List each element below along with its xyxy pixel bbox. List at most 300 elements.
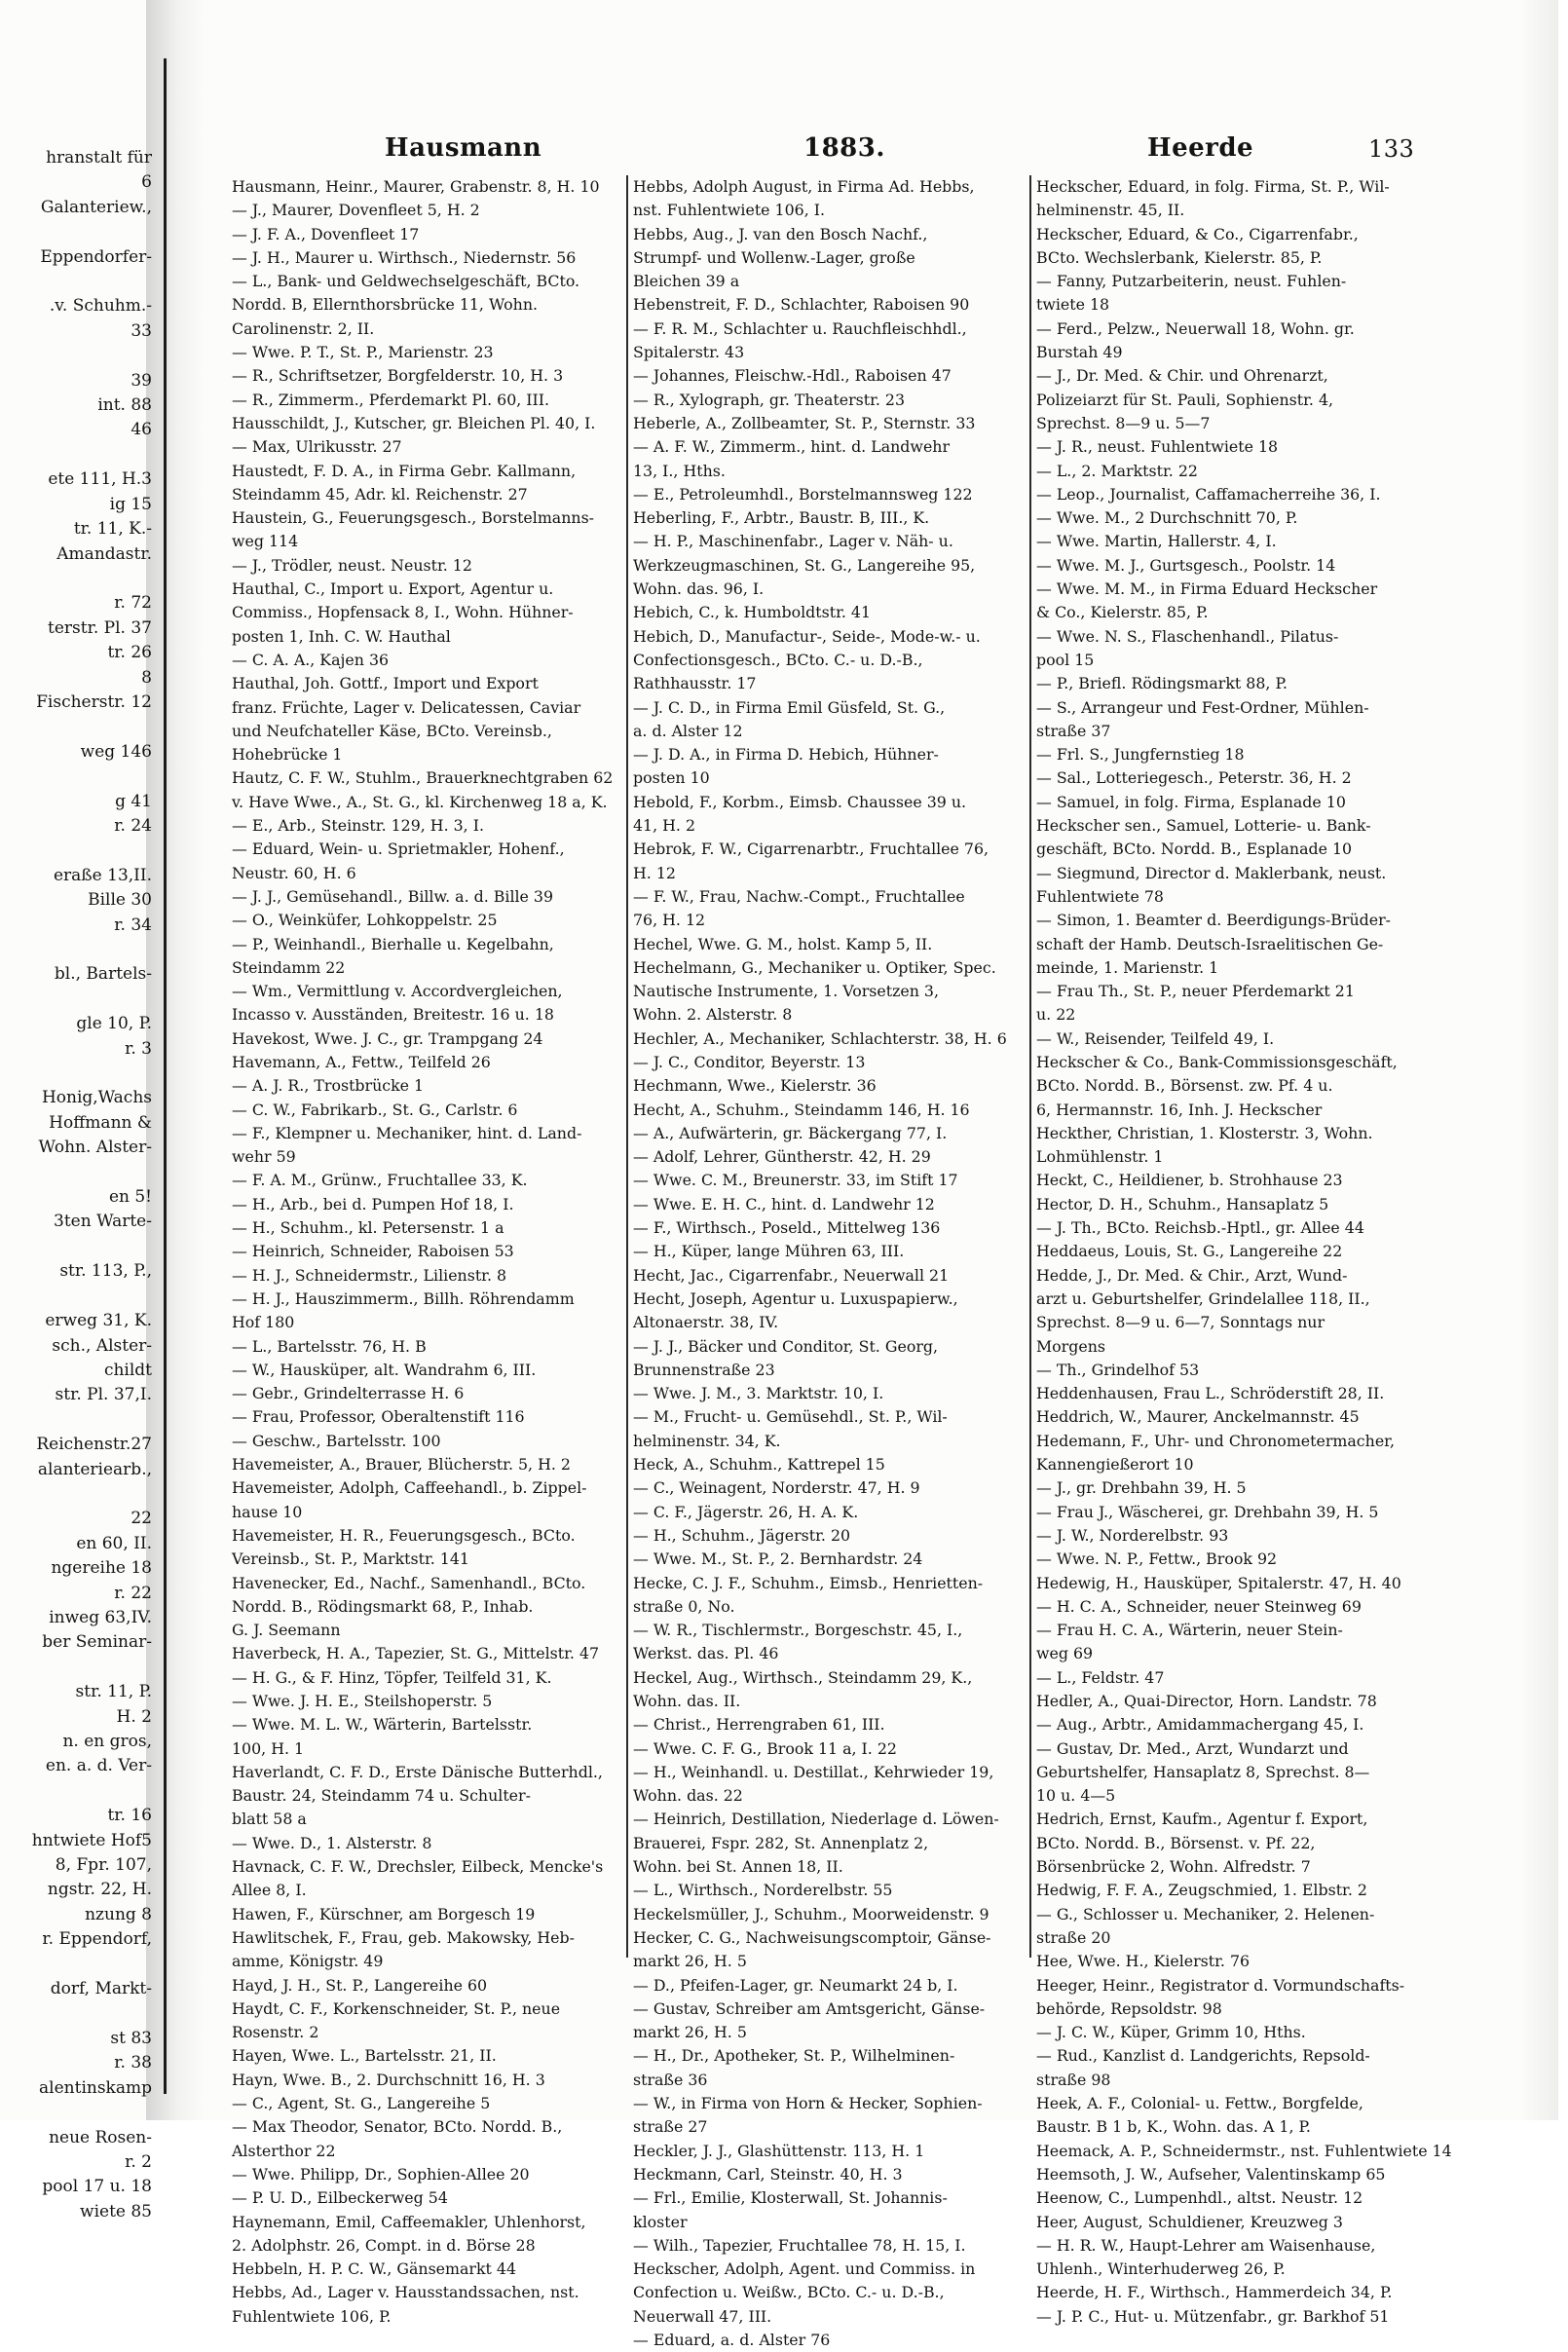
directory-entry: — R., Schriftsetzer, Borgfelderstr. 10, H. 3 xyxy=(232,366,564,386)
directory-entry: — Sal., Lotteriegesch., Peterstr. 36, H. 2 xyxy=(1036,768,1352,788)
fragment-line: st 83 xyxy=(110,2028,152,2048)
directory-entry: — E., Arb., Steinstr. 129, H. 3, I. xyxy=(232,816,484,836)
directory-entry: — W. R., Tischlermstr., Borgeschstr. 45, I., xyxy=(633,1621,963,1640)
directory-entry: Kannengießerort 10 xyxy=(1036,1455,1194,1475)
fragment-line: erweg 31, K. xyxy=(45,1311,152,1331)
directory-entry: — P. U. D., Eilbeckerweg 54 xyxy=(232,2188,448,2208)
directory-entry: Hecht, A., Schuhm., Steindamm 146, H. 16 xyxy=(633,1100,970,1119)
directory-entry: — R., Zimmerm., Pferdemarkt Pl. 60, III. xyxy=(232,390,550,409)
directory-entry: 6, Hermannstr. 16, Inh. J. Heckscher xyxy=(1036,1100,1323,1119)
fragment-line: hranstalt für xyxy=(46,148,152,168)
directory-entry: Hayen, Wwe. L., Bartelsstr. 21, II. xyxy=(232,2046,497,2066)
directory-entry: — F. W., Frau, Nachw.-Compt., Fruchtallee xyxy=(633,886,965,906)
fragment-line xyxy=(0,443,154,467)
directory-entry: Heck, A., Schuhm., Kattrepel 15 xyxy=(633,1455,885,1475)
fragment-line xyxy=(0,1062,154,1086)
fragment-line: Honig,Wachs xyxy=(41,1088,152,1108)
directory-entry: — H. G., & F. Hinz, Töpfer, Teilfeld 31, K. xyxy=(232,1667,552,1687)
fragment-line: ngstr. 22, H. xyxy=(47,1880,152,1900)
directory-entry: helminenstr. 45, II. xyxy=(1036,201,1185,220)
fragment-line: r. 22 xyxy=(114,1583,152,1603)
directory-entry: — Rud., Kanzlist d. Landgerichts, Repsold- xyxy=(1036,2046,1370,2066)
directory-entry: Heckscher & Co., Bank-Commissionsgeschäft, xyxy=(1036,1052,1398,1071)
directory-entry: 100, H. 1 xyxy=(232,1738,305,1758)
fragment-line: Galanteriew., xyxy=(40,197,152,217)
directory-entry: Hayd, J. H., St. P., Langereihe 60 xyxy=(232,1975,488,1995)
directory-entry: posten 10 xyxy=(633,768,710,788)
directory-entry: — C., Agent, St. G., Langereihe 5 xyxy=(232,2094,491,2113)
directory-entry: Hecker, C. G., Nachweisungscomptoir, Gänse- xyxy=(633,1927,991,1947)
directory-entry: Werkst. das. Pl. 46 xyxy=(633,1644,779,1663)
directory-entry: — W., in Firma von Horn & Hecker, Sophien- xyxy=(633,2094,983,2113)
directory-entry: Steindamm 45, Adr. kl. Reichenstr. 27 xyxy=(232,484,528,504)
fragment-line: tr. 11, K.- xyxy=(73,519,152,540)
directory-entry: Hee, Wwe. H., Kielerstr. 76 xyxy=(1036,1952,1251,1971)
directory-entry: — Frau, Professor, Oberaltenstift 116 xyxy=(232,1407,525,1427)
directory-entry: Hawlitschek, F., Frau, geb. Makowsky, Heb- xyxy=(232,1927,575,1947)
directory-entry: Steindamm 22 xyxy=(232,957,346,977)
directory-entry: Haydt, C. F., Korkenschneider, St. P., neue xyxy=(232,1998,561,2018)
directory-entry: Hebbs, Adolph August, in Firma Ad. Hebbs, xyxy=(633,177,975,196)
directory-entry: franz. Früchte, Lager v. Delicatessen, Caviar xyxy=(232,697,581,717)
directory-entry: — L., Wirthsch., Norderelbstr. 55 xyxy=(633,1881,893,1900)
directory-entry: Neustr. 60, H. 6 xyxy=(232,863,356,882)
directory-entry: BCto. Nordd. B., Börsenst. v. Pf. 22, xyxy=(1036,1833,1316,1852)
directory-entry: Havnack, C. F. W., Drechsler, Eilbeck, Mencke's xyxy=(232,1857,604,1877)
directory-entry: Havemeister, Adolph, Caffeehandl., b. Zippel- xyxy=(232,1478,587,1498)
directory-entry: Heberle, A., Zollbeamter, St. P., Sternstr. 33 xyxy=(633,413,976,432)
directory-entry: nst. Fuhlentwiete 106, I. xyxy=(633,201,825,220)
fragment-line xyxy=(0,938,154,962)
directory-entry: BCto. Nordd. B., Börsenst. zw. Pf. 4 u. xyxy=(1036,1076,1333,1096)
directory-entry: Heerde, H. F., Wirthsch., Hammerdeich 34, P. xyxy=(1036,2283,1393,2302)
header-year: 1883. xyxy=(803,133,885,163)
directory-entry: BCto. Wechslerbank, Kielerstr. 85, P. xyxy=(1036,247,1323,267)
fragment-line xyxy=(0,1408,154,1433)
directory-entry: Hechmann, Wwe., Kielerstr. 36 xyxy=(633,1076,877,1096)
fragment-line: Fischerstr. 12 xyxy=(36,691,152,712)
directory-entry: — C. A. A., Kajen 36 xyxy=(232,650,390,669)
directory-entry: Carolinenstr. 2, II. xyxy=(232,318,375,338)
directory-entry: — Wwe. J. H. E., Steilshoperstr. 5 xyxy=(232,1692,493,1710)
directory-entry: Nordd. B, Ellernthorsbrücke 11, Wohn. xyxy=(232,295,539,315)
directory-entry: — Eduard, a. d. Alster 76 xyxy=(633,2331,831,2350)
directory-entry: Heckler, J. J., Glashüttenstr. 113, H. 1 xyxy=(633,2141,925,2160)
directory-entry: Fuhlentwiete 106, P. xyxy=(232,2306,392,2326)
directory-entry: Heek, A. F., Colonial- u. Fettw., Borgfelde, xyxy=(1036,2094,1363,2113)
directory-entry: — Simon, 1. Beamter d. Beerdigungs-Brüder- xyxy=(1036,911,1391,930)
directory-entry: kloster xyxy=(633,2212,688,2231)
directory-entry: Heckscher, Adolph, Agent. und Commiss. in xyxy=(633,2259,976,2279)
directory-entry: und Neufchateller Käse, BCto. Vereinsb., xyxy=(232,721,552,740)
fragment-line: Hoffmann & xyxy=(49,1112,152,1133)
directory-entry: — S., Arrangeur und Fest-Ordner, Mühlen- xyxy=(1036,697,1369,717)
directory-entry: markt 26, H. 5 xyxy=(633,2023,747,2042)
fragment-line xyxy=(0,2001,154,2026)
fragment-line xyxy=(0,765,154,789)
directory-entry: — A. F. W., Zimmerm., hint. d. Landwehr xyxy=(633,437,951,457)
directory-entry: Fuhlentwiete 78 xyxy=(1036,886,1164,906)
directory-entry: Confectionsgesch., BCto. C.- u. D.-B., xyxy=(633,650,923,669)
directory-entry: — H., Weinhandl. u. Destillat., Kehrwieder 19, xyxy=(633,1762,994,1781)
fragment-line: str. 11, P. xyxy=(75,1682,152,1702)
directory-entry: Haverbeck, H. A., Tapezier, St. G., Mittelstr. 47 xyxy=(232,1644,600,1663)
directory-entry: — Wwe. M., St. P., 2. Bernhardstr. 24 xyxy=(633,1549,923,1569)
fragment-line: Eppendorfer- xyxy=(40,246,152,267)
fragment-line: alentinskamp xyxy=(39,2077,152,2098)
directory-entry: — F., Klempner u. Mechaniker, hint. d. Land- xyxy=(232,1123,582,1142)
previous-page-fragment xyxy=(0,146,154,2221)
directory-entry: Hawen, F., Kürschner, am Borgesch 19 xyxy=(232,1904,536,1923)
directory-entry: Hedwig, F. F. A., Zeugschmied, 1. Elbstr. 2 xyxy=(1036,1881,1367,1900)
directory-entry: 13, I., Hths. xyxy=(633,461,726,480)
directory-entry: — Johannes, Fleischw.-Hdl., Raboisen 47 xyxy=(633,366,952,386)
directory-entry: — J., Trödler, neust. Neustr. 12 xyxy=(232,555,472,575)
directory-entry: — C. W., Fabrikarb., St. G., Carlstr. 6 xyxy=(232,1100,518,1119)
directory-entry: — Wwe. N. P., Fettw., Brook 92 xyxy=(1036,1549,1278,1569)
fragment-line xyxy=(0,1285,154,1309)
directory-entry: Nordd. B., Rödingsmarkt 68, P., Inhab. xyxy=(232,1596,534,1616)
fragment-line: 3ten Warte- xyxy=(54,1212,152,1232)
directory-entry: — J. R., neust. Fuhlentwiete 18 xyxy=(1036,437,1279,457)
directory-entry: — J., Dr. Med. & Chir. und Ohrenarzt, xyxy=(1036,366,1328,386)
fragment-line: tr. 16 xyxy=(107,1806,152,1826)
directory-entry: — W., Reisender, Teilfeld 49, I. xyxy=(1036,1028,1275,1048)
directory-entry: — D., Pfeifen-Lager, gr. Neumarkt 24 b, I. xyxy=(633,1975,958,1995)
directory-entry: Heddrich, W., Maurer, Anckelmannstr. 45 xyxy=(1036,1407,1360,1427)
fragment-line: hntwiete Hof5 xyxy=(31,1830,152,1850)
directory-entry: H. 12 xyxy=(633,863,676,882)
directory-entry: 2. Adolphstr. 26, Compt. in d. Börse 28 xyxy=(232,2235,536,2255)
directory-entry: Bleichen 39 a xyxy=(633,272,740,291)
fragment-line xyxy=(0,220,154,244)
fragment-line: 8, Fpr. 107, xyxy=(55,1855,152,1876)
directory-entry: 41, H. 2 xyxy=(633,816,696,836)
directory-entry: — J. F. A., Dovenfleet 17 xyxy=(232,224,420,243)
fragment-line: r. 34 xyxy=(114,915,152,935)
directory-entry: Rathhausstr. 17 xyxy=(633,674,757,693)
directory-entry: Baustr. 24, Steindamm 74 u. Schulter- xyxy=(232,1786,531,1806)
directory-entry: — H., Arb., bei d. Pumpen Hof 18, I. xyxy=(232,1194,514,1213)
directory-entry: — F. R. M., Schlachter u. Rauchfleischhdl., xyxy=(633,318,967,338)
fragment-line: terstr. Pl. 37 xyxy=(48,617,152,638)
fragment-line xyxy=(0,839,154,863)
directory-entry: Hecke, C. J. F., Schuhm., Eimsb., Henrietten- xyxy=(633,1573,984,1592)
directory-entry: helminenstr. 34, K. xyxy=(633,1431,781,1450)
directory-entry: Heemack, A. P., Schneidermstr., nst. Fuhlentwiete 14 xyxy=(1036,2141,1452,2160)
directory-entry: — Frau J., Wäscherei, gr. Drehbahn 39, H. 5 xyxy=(1036,1502,1379,1521)
fragment-line xyxy=(0,1779,154,1804)
directory-entry: Spitalerstr. 43 xyxy=(633,343,745,362)
fragment-line xyxy=(0,1235,154,1259)
directory-entry: — H. J., Schneidermstr., Lilienstr. 8 xyxy=(232,1265,507,1285)
directory-entry: — J. C. W., Küper, Grimm 10, Hths. xyxy=(1036,2023,1306,2042)
directory-entry: Havemeister, A., Brauer, Blücherstr. 5, H. 2 xyxy=(232,1455,571,1475)
directory-entry: G. J. Seemann xyxy=(232,1621,341,1640)
directory-entry: — J. Th., BCto. Reichsb.-Hptl., gr. Allee 44 xyxy=(1036,1218,1364,1238)
fragment-line: r. 3 xyxy=(125,1038,152,1059)
directory-entry: Hebrok, F. W., Cigarrenarbtr., Fruchtallee 76, xyxy=(633,840,989,859)
directory-column-1 xyxy=(232,175,621,2326)
directory-entry: — Heinrich, Destillation, Niederlage d. Löwen- xyxy=(633,1810,999,1829)
fragment-line: r. 2 xyxy=(125,2151,152,2172)
directory-entry: Hector, D. H., Schuhm., Hansaplatz 5 xyxy=(1036,1194,1329,1213)
directory-entry: Hauthal, C., Import u. Export, Agentur u. xyxy=(232,579,554,599)
directory-entry: — A., Aufwärterin, gr. Bäckergang 77, I. xyxy=(633,1123,948,1142)
fragment-line xyxy=(0,1656,154,1680)
fragment-line: 39 xyxy=(131,370,152,391)
directory-entry: Hayn, Wwe. B., 2. Durchschnitt 16, H. 3 xyxy=(232,2070,545,2089)
directory-entry: Wohn. das. 22 xyxy=(633,1786,743,1806)
fragment-line: Reichenstr.27 xyxy=(36,1435,152,1455)
directory-entry: Hedemann, F., Uhr- und Chronometermacher, xyxy=(1036,1431,1396,1450)
directory-entry: — Max Theodor, Senator, BCto. Nordd. B., xyxy=(232,2117,563,2137)
directory-entry: — J. P. C., Hut- u. Mützenfabr., gr. Barkhof 51 xyxy=(1036,2306,1390,2326)
fragment-line: r. Eppendorf, xyxy=(42,1929,152,1950)
directory-entry: blatt 58 a xyxy=(232,1810,307,1829)
page-header xyxy=(360,133,1568,172)
directory-entry: — Wwe. P. T., St. P., Marienstr. 23 xyxy=(232,343,494,362)
directory-entry: — H., Schuhm., kl. Petersenstr. 1 a xyxy=(232,1218,504,1238)
directory-entry: Hechelmann, G., Mechaniker u. Optiker, Spec. xyxy=(633,957,996,977)
directory-entry: Heckmann, Carl, Steinstr. 40, H. 3 xyxy=(633,2164,903,2184)
directory-entry: — Wwe. Philipp, Dr., Sophien-Allee 20 xyxy=(232,2164,530,2184)
fragment-line: weg 146 xyxy=(80,741,152,762)
fragment-line xyxy=(0,1482,154,1507)
fragment-line: r. 72 xyxy=(114,593,152,614)
directory-entry: — H. C. A., Schneider, neuer Steinweg 69 xyxy=(1036,1596,1362,1616)
directory-entry: Havenecker, Ed., Nachf., Samenhandl., BCto. xyxy=(232,1573,586,1592)
directory-entry: — P., Weinhandl., Bierhalle u. Kegelbahn, xyxy=(232,934,554,953)
fragment-line: dorf, Markt- xyxy=(50,1979,152,1999)
directory-entry: Havemann, A., Fettw., Teilfeld 26 xyxy=(232,1052,491,1071)
directory-entry: Heberling, F., Arbtr., Baustr. B, III., K. xyxy=(633,508,930,528)
directory-entry: a. d. Alster 12 xyxy=(633,721,743,740)
directory-entry: Hechler, A., Mechaniker, Schlachterstr. 38, H. 6 xyxy=(633,1028,1007,1048)
directory-entry: — O., Weinküfer, Lohkoppelstr. 25 xyxy=(232,911,498,930)
directory-entry: Incasso v. Ausständen, Breitestr. 16 u. 18 xyxy=(232,1005,554,1025)
directory-entry: Wohn. das. 96, I. xyxy=(633,579,765,599)
directory-entry: — H., Schuhm., Jägerstr. 20 xyxy=(633,1525,851,1545)
directory-entry: behörde, Repsoldstr. 98 xyxy=(1036,1998,1222,2018)
directory-entry: straße 0, No. xyxy=(633,1596,735,1616)
book-gutter-shadow xyxy=(146,0,205,2120)
directory-entry: Burstah 49 xyxy=(1036,343,1123,362)
fragment-line: ber Seminar- xyxy=(42,1632,152,1653)
fragment-line: ig 15 xyxy=(109,494,152,514)
fragment-line xyxy=(0,270,154,294)
directory-entry: — Wwe. C. M., Breunerstr. 33, im Stift 17 xyxy=(633,1171,958,1190)
fragment-line xyxy=(0,1953,154,1977)
directory-entry: — J., gr. Drehbahn 39, H. 5 xyxy=(1036,1478,1247,1498)
directory-entry: Morgens xyxy=(1036,1336,1105,1356)
directory-entry: Hebold, F., Korbm., Eimsb. Chaussee 39 u. xyxy=(633,792,967,811)
directory-entry: straße 98 xyxy=(1036,2070,1111,2089)
directory-entry: — F. A. M., Grünw., Fruchtallee 33, K. xyxy=(232,1171,528,1190)
directory-entry: straße 20 xyxy=(1036,1927,1111,1947)
directory-entry: Geburtshelfer, Hansaplatz 8, Sprechst. 8— xyxy=(1036,1762,1370,1781)
fragment-line: int. 88 xyxy=(97,395,152,416)
fragment-line xyxy=(0,1161,154,1185)
page-number: 133 xyxy=(1368,135,1415,163)
fragment-line: 33 xyxy=(131,320,152,341)
directory-entry: Hedler, A., Quai-Director, Horn. Landstr. 78 xyxy=(1036,1692,1377,1710)
fragment-line: g 41 xyxy=(115,791,152,811)
directory-entry: Confection u. Weißw., BCto. C.- u. D.-B., xyxy=(633,2283,945,2302)
directory-entry: — J. D. A., in Firma D. Hebich, Hühner- xyxy=(633,745,939,765)
fragment-line: 8 xyxy=(141,667,152,688)
directory-entry: weg 114 xyxy=(232,532,299,551)
directory-entry: Vereinsb., St. P., Marktstr. 141 xyxy=(232,1549,469,1569)
directory-entry: Sprechst. 8—9 u. 6—7, Sonntags nur xyxy=(1036,1313,1325,1332)
header-last-entry: Heerde xyxy=(1147,133,1254,163)
directory-entry: Hebbs, Aug., J. van den Bosch Nachf., xyxy=(633,224,928,243)
directory-entry: — J. C., Conditor, Beyerstr. 13 xyxy=(633,1052,866,1071)
directory-entry: Brunnenstraße 23 xyxy=(633,1360,775,1379)
directory-entry: Hebich, D., Manufactur-, Seide-, Mode-w.- u. xyxy=(633,626,981,646)
directory-entry: — J. J., Gemüsehandl., Billw. a. d. Bille 39 xyxy=(232,886,554,906)
column-divider xyxy=(1029,175,1031,1958)
column-divider xyxy=(626,175,628,1958)
directory-entry: — Wwe. M. M., in Firma Eduard Heckscher xyxy=(1036,579,1378,599)
directory-entry: Haustein, G., Feuerungsgesch., Borstelmanns- xyxy=(232,508,595,528)
fragment-line: ete 111, H.3 xyxy=(48,469,152,490)
directory-entry: Heddenhausen, Frau L., Schröderstift 28, II. xyxy=(1036,1384,1385,1403)
directory-entry: Rosenstr. 2 xyxy=(232,2023,319,2042)
directory-entry: Hedrich, Ernst, Kaufm., Agentur f. Export, xyxy=(1036,1810,1368,1829)
directory-entry: Hof 180 xyxy=(232,1313,295,1332)
directory-entry: Hohebrücke 1 xyxy=(232,745,343,765)
header-first-entry: Hausmann xyxy=(385,133,542,163)
directory-entry: — P., Briefl. Rödingsmarkt 88, P. xyxy=(1036,674,1288,693)
fragment-line: Bille 30 xyxy=(88,890,152,911)
directory-entry: Hebbeln, H. P. C. W., Gänsemarkt 44 xyxy=(232,2259,517,2279)
directory-entry: Hedewig, H., Hausküper, Spitalerstr. 47, H. 40 xyxy=(1036,1573,1401,1592)
directory-entry: Heckther, Christian, 1. Klosterstr. 3, Wohn. xyxy=(1036,1123,1373,1142)
fragment-line: en. a. d. Ver- xyxy=(45,1756,152,1776)
directory-entry: Heckt, C., Heildiener, b. Strohhause 23 xyxy=(1036,1171,1343,1190)
directory-entry: straße 37 xyxy=(1036,721,1111,740)
fragment-line: Wohn. Alster- xyxy=(38,1138,152,1158)
directory-entry: Heeger, Heinr., Registrator d. Vormundschafts- xyxy=(1036,1975,1405,1995)
directory-entry: — Aug., Arbtr., Amidammachergang 45, I. xyxy=(1036,1715,1364,1735)
fragment-line: str. 113, P., xyxy=(59,1261,152,1282)
directory-entry: — J., Maurer, Dovenfleet 5, H. 2 xyxy=(232,201,480,220)
directory-entry: Alsterthor 22 xyxy=(232,2141,336,2160)
directory-entry: Haverlandt, C. F. D., Erste Dänische Butterhdl., xyxy=(232,1762,603,1781)
directory-entry: 76, H. 12 xyxy=(633,911,706,930)
directory-entry: — L., Bartelsstr. 76, H. B xyxy=(232,1336,427,1356)
directory-entry: straße 27 xyxy=(633,2117,708,2137)
directory-entry: Sprechst. 8—9 u. 5—7 xyxy=(1036,413,1211,432)
directory-entry: — J. W., Norderelbstr. 93 xyxy=(1036,1525,1229,1545)
directory-entry: Uhlenh., Winterhuderweg 26, P. xyxy=(1036,2259,1286,2279)
page-edge xyxy=(1519,0,1558,2120)
directory-entry: Heemsoth, J. W., Aufseher, Valentinskamp 65 xyxy=(1036,2164,1386,2184)
directory-entry: — J. J., Bäcker und Conditor, St. Georg, xyxy=(633,1336,939,1356)
directory-entry: — E., Petroleumhdl., Borstelmannsweg 122 xyxy=(633,484,973,504)
directory-entry: — A. J. R., Trostbrücke 1 xyxy=(232,1076,425,1096)
directory-entry: Werkzeugmaschinen, St. G., Langereihe 95, xyxy=(633,555,976,575)
directory-entry: Altonaerstr. 38, IV. xyxy=(633,1313,779,1332)
directory-entry: — Frl. S., Jungfernstieg 18 xyxy=(1036,745,1245,765)
fragment-line: r. 38 xyxy=(114,2053,152,2073)
fragment-line: wiete 85 xyxy=(80,2201,152,2221)
directory-entry: — C., Weinagent, Norderstr. 47, H. 9 xyxy=(633,1478,920,1498)
directory-entry: Brauerei, Fspr. 282, St. Annenplatz 2, xyxy=(633,1833,929,1852)
directory-entry: — Wilh., Tapezier, Fruchtallee 78, H. 15, I. xyxy=(633,2235,966,2255)
directory-entry: — Adolf, Lehrer, Güntherstr. 42, H. 29 xyxy=(633,1147,931,1167)
fragment-line: eraße 13,II. xyxy=(53,865,152,885)
directory-entry: — Wm., Vermittlung v. Accordvergleichen, xyxy=(232,982,563,1001)
directory-entry: — J. C. D., in Firma Emil Güsfeld, St. G., xyxy=(633,697,946,717)
directory-entry: Hausschildt, J., Kutscher, gr. Bleichen Pl. 40, I. xyxy=(232,413,596,432)
directory-entry: geschäft, BCto. Nordd. B., Esplanade 10 xyxy=(1036,840,1353,859)
directory-entry: Neuerwall 47, III. xyxy=(633,2306,772,2326)
directory-entry: — Wwe. E. H. C., hint. d. Landwehr 12 xyxy=(633,1194,935,1213)
directory-entry: Hechel, Wwe. G. M., holst. Kamp 5, II. xyxy=(633,934,933,953)
directory-entry: Heckel, Aug., Wirthsch., Steindamm 29, K., xyxy=(633,1667,973,1687)
directory-entry: pool 15 xyxy=(1036,650,1095,669)
directory-entry: Allee 8, I. xyxy=(232,1881,307,1900)
directory-column-2 xyxy=(633,175,1027,2350)
fragment-line xyxy=(0,567,154,591)
fragment-line: Amandastr. xyxy=(56,543,152,564)
directory-column-3 xyxy=(1036,175,1452,2326)
directory-entry: Hecht, Joseph, Agentur u. Luxuspapierw., xyxy=(633,1288,958,1308)
directory-entry: Haustedt, F. D. A., in Firma Gebr. Kallmann, xyxy=(232,461,577,480)
directory-entry: wehr 59 xyxy=(232,1147,296,1167)
fragment-line: H. 2 xyxy=(116,1706,152,1727)
fragment-line: nzung 8 xyxy=(85,1904,152,1924)
directory-entry: — Heinrich, Schneider, Raboisen 53 xyxy=(232,1242,514,1261)
directory-entry: — Samuel, in folg. Firma, Esplanade 10 xyxy=(1036,792,1346,811)
directory-entry: — Eduard, Wein- u. Sprietmakler, Hohenf., xyxy=(232,840,565,859)
directory-entry: — R., Xylograph, gr. Theaterstr. 23 xyxy=(633,390,906,409)
directory-entry: weg 69 xyxy=(1036,1644,1094,1663)
directory-entry: — Frau Th., St. P., neuer Pferdemarkt 21 xyxy=(1036,982,1355,1001)
fragment-line: sch., Alster- xyxy=(52,1335,152,1356)
directory-entry: posten 1, Inh. C. W. Hauthal xyxy=(232,626,451,646)
directory-entry: — L., Bank- und Geldwechselgeschäft, BCto. xyxy=(232,272,580,291)
directory-entry: Hecht, Jac., Cigarrenfabr., Neuerwall 21 xyxy=(633,1265,950,1285)
fragment-line: 6 xyxy=(141,172,152,193)
directory-entry: Heckelsmüller, J., Schuhm., Moorweidenstr. 9 xyxy=(633,1904,989,1923)
directory-entry: — Wwe. Martin, Hallerstr. 4, I. xyxy=(1036,532,1277,551)
directory-entry: Hauthal, Joh. Gottf., Import und Export xyxy=(232,674,539,693)
directory-entry: — Wwe. M. J., Gurtsgesch., Poolstr. 14 xyxy=(1036,555,1336,575)
directory-entry: — J. H., Maurer u. Wirthsch., Niedernstr. 56 xyxy=(232,247,577,267)
directory-entry: 10 u. 4—5 xyxy=(1036,1786,1116,1806)
fragment-line: pool 17 u. 18 xyxy=(42,2177,152,2197)
directory-entry: Baustr. B 1 b, K., Wohn. das. A 1, P. xyxy=(1036,2117,1311,2137)
directory-entry: Hedde, J., Dr. Med. & Chir., Arzt, Wund- xyxy=(1036,1265,1348,1285)
directory-entry: — Th., Grindelhof 53 xyxy=(1036,1360,1200,1379)
directory-entry: — Wwe. C. F. G., Brook 11 a, I. 22 xyxy=(633,1738,897,1758)
directory-entry: — Christ., Herrengraben 61, III. xyxy=(633,1715,885,1735)
directory-entry: markt 26, H. 5 xyxy=(633,1952,747,1971)
directory-entry: u. 22 xyxy=(1036,1005,1076,1025)
fragment-line: neue Rosen- xyxy=(49,2127,152,2147)
directory-entry: Commiss., Hopfensack 8, I., Wohn. Hühner- xyxy=(232,603,574,622)
directory-entry: — Frl., Emilie, Klosterwall, St. Johannis- xyxy=(633,2188,948,2208)
fragment-line: childt xyxy=(103,1360,152,1380)
directory-entry: & Co., Kielerstr. 85, P. xyxy=(1036,603,1209,622)
directory-entry: — Leop., Journalist, Caffamacherreihe 36, I. xyxy=(1036,484,1381,504)
directory-entry: v. Have Wwe., A., St. G., kl. Kirchenweg 18 a, K. xyxy=(232,792,608,811)
directory-entry: Havemeister, H. R., Feuerungsgesch., BCto. xyxy=(232,1525,576,1545)
directory-entry: — H. P., Maschinenfabr., Lager v. Näh- u. xyxy=(633,532,953,551)
